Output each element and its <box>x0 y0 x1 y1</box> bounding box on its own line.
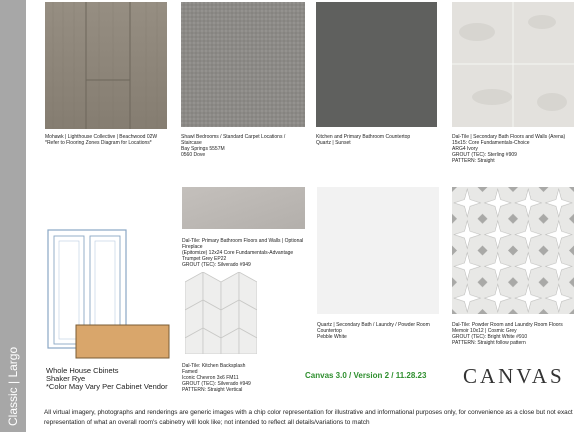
cabinet-illustration <box>46 228 172 363</box>
secondary-countertop-swatch <box>317 187 439 314</box>
carpet-caption: Shawl Bedrooms / Standard Carpet Locations / Staircase Bay Springs 5557M 0560 Dove <box>181 134 286 158</box>
kitchen-backsplash-caption: Dal-Tile: Kitchen Backsplash Famed Iconic Chevron 3x6 FM11 GROUT (TEC): Silverado #949 PATTERN: Straight Vertical <box>182 363 251 393</box>
countertop-sunset-caption: Kitchen and Primary Bathroom Countertop Quartz | Sunset <box>316 134 411 146</box>
powder-room-tile-swatch <box>452 187 574 314</box>
powder-room-tile-caption: Dal-Tile: Powder Room and Laundry Room Floors Memoir 10x12 | Cosmic Grey GROUT (TEC): Bright White #910 PATTERN: Straight follow pattern <box>452 322 563 346</box>
primary-bath-tile-caption: Dal-Tile: Primary Bathroom Floors and Walls | Optional Fireplace (Epitomize) 12x24 Core Fundamentals-Advantage Trumpet Grey EP22 GROUT (TEC): Silverado #949 <box>182 238 304 268</box>
sidebar <box>0 0 26 432</box>
sidebar-label-container <box>0 266 26 426</box>
cabinet-text <box>46 367 168 392</box>
canvas-logo: CANVAS <box>463 364 565 388</box>
primary-bath-tile-swatch <box>182 187 305 229</box>
cabinet-line-3: *Color May Vary Per Cabinet Vendor <box>46 382 168 392</box>
flooring-swatch <box>45 2 167 129</box>
kitchen-backsplash-swatch <box>185 272 257 354</box>
sidebar-label: Classic | Largo <box>6 346 20 426</box>
countertop-sunset-swatch <box>316 2 437 127</box>
cabinet-line-1: Whole House Cbinets <box>46 366 119 375</box>
secondary-bath-tile-caption: Dal-Tile | Secondary Bath Floors and Walls (Arena) 15x15: Core Fundamentals-Choice ARG4 Ivory GROUT (TEC): Sterling #909 PATTERN: Straight <box>452 134 566 164</box>
secondary-countertop-caption: Quartz | Secondary Bath / Laundry / Powder Room Countertop Pebble White <box>317 322 430 340</box>
secondary-bath-tile-swatch <box>452 2 574 127</box>
version-label: Canvas 3.0 / Version 2 / 11.28.23 <box>305 371 427 380</box>
carpet-swatch <box>181 2 305 127</box>
cabinet-line-2: Shaker Rye <box>46 374 86 384</box>
disclaimer-text: All virtual imagery, photographs and renderings are generic images with a chip color representation for illustrative and informational purposes only, for convenience as a close but not exact representation of what an overall room's cabinetry will look like; not intended to reflect all details/variations to match <box>44 409 573 426</box>
flooring-caption: Mohawk | Lighthouse Collective | Beachwood 02W *Refer to Flooring Zones Diagram for Locations* <box>45 134 158 146</box>
